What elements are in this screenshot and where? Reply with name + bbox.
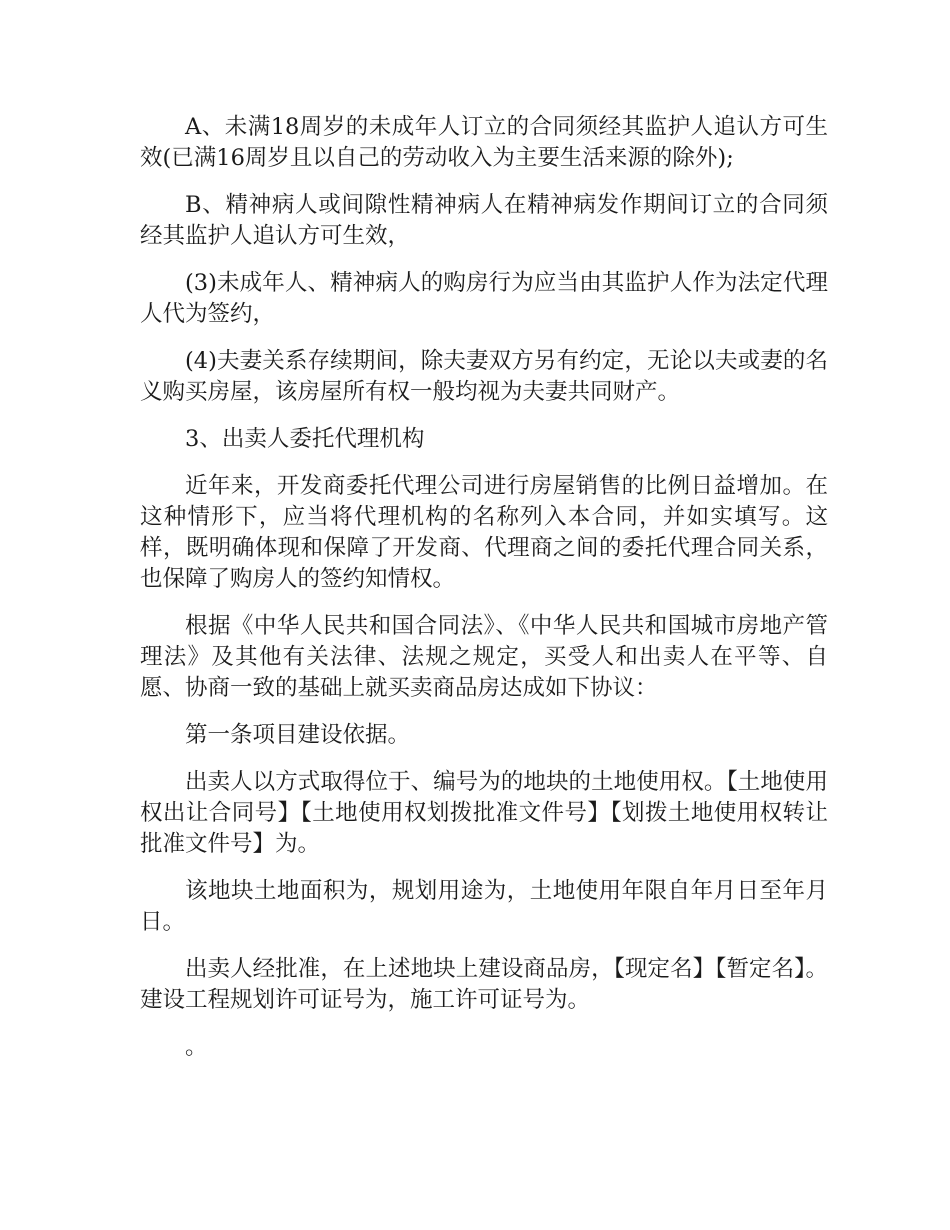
paragraph-agency-explanation: 近年来，开发商委托代理公司进行房屋销售的比例日益增加。在这种情形下，应当将代理机构的名称列入本合同，并如实填写。这样，既明确体现和保障了开发商、代理商之间的委托代理合同关系，也保障了购房人的签约知情权。	[140, 473, 828, 592]
article-one-heading: 第一条项目建设依据。	[185, 722, 411, 748]
paragraph-guardian-clause: (3)未成年人、精神病人的购房行为应当由其监护人作为法定代理人代为签约，	[140, 270, 828, 327]
section-heading-agency: 3、出卖人委托代理机构	[185, 426, 425, 452]
paragraph-legal-basis: 根据《中华人民共和国合同法》、《中华人民共和国城市房地产管理法》及其他有关法律、法规之规定，买受人和出卖人在平等、自愿、协商一致的基础上就买卖商品房达成如下协议：	[140, 613, 828, 701]
paragraph-trailing-mark: 。	[185, 1034, 208, 1060]
paragraph-land-use-right: 出卖人以方式取得位于、编号为的地块的土地使用权。【土地使用权出让合同号】【土地使用权划拨批准文件号】【划拨土地使用权转让批准文件号】为。	[140, 769, 828, 857]
paragraph-minor-clause: A、未满18周岁的未成年人订立的合同须经其监护人追认方可生效(已满16周岁且以自己的劳动收入为主要生活来源的除外);	[140, 114, 828, 171]
paragraph-mental-illness-clause: B、精神病人或间隙性精神病人在精神病发作期间订立的合同须经其监护人追认方可生效，	[140, 192, 828, 249]
paragraph-construction-permit: 出卖人经批准，在上述地块上建设商品房，【现定名】【暂定名】。建设工程规划许可证号为，施工许可证号为。	[140, 956, 828, 1013]
paragraph-land-area: 该地块土地面积为，规划用途为，土地使用年限自年月日至年月日。	[140, 878, 828, 935]
document-body	[140, 112, 828, 1079]
paragraph-marital-property-clause: (4)夫妻关系存续期间，除夫妻双方另有约定，无论以夫或妻的名义购买房屋，该房屋所有权一般均视为夫妻共同财产。	[140, 348, 828, 405]
